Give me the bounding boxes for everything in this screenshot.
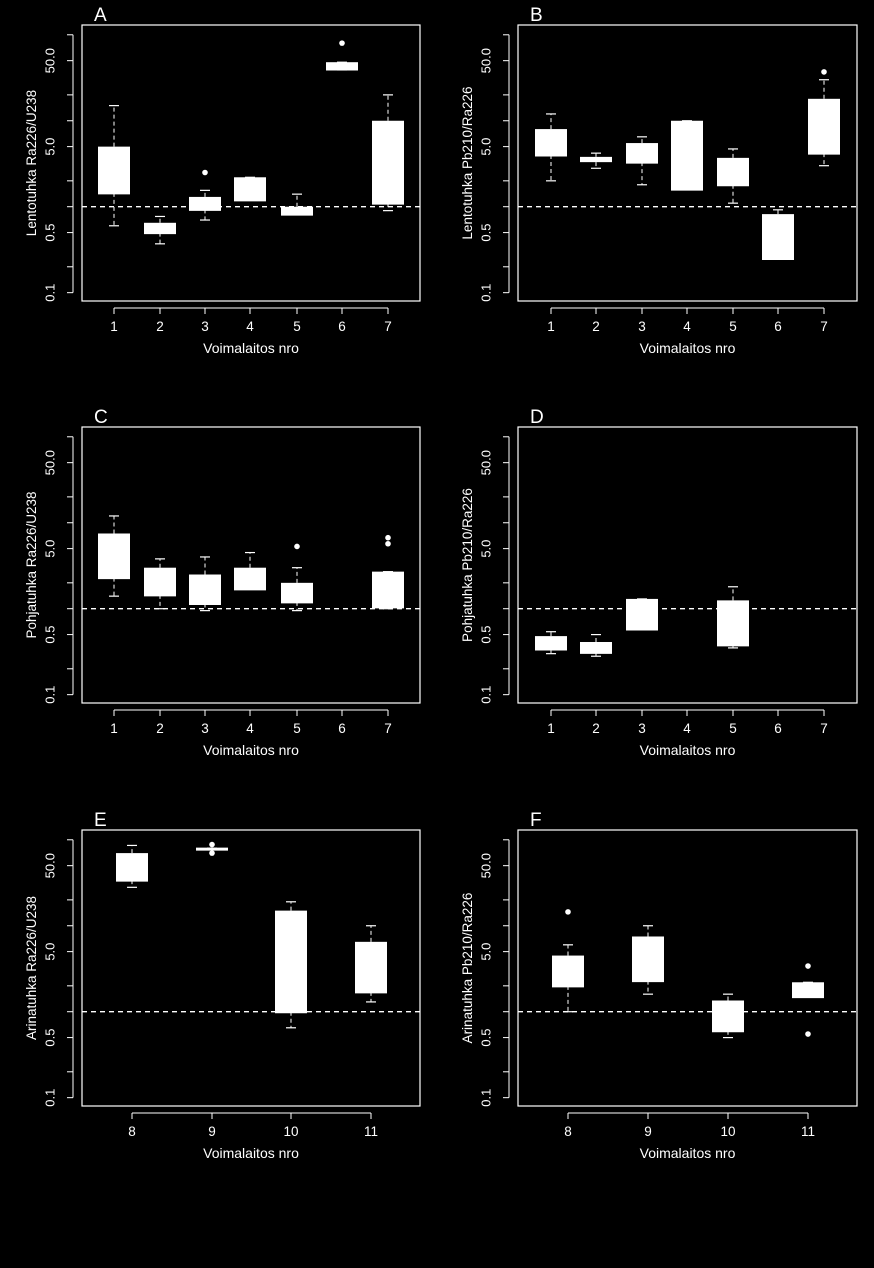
box-7 — [372, 95, 404, 211]
y-tick-label: 5.0 — [42, 942, 58, 961]
box-4 — [671, 121, 703, 189]
box-body — [808, 99, 840, 153]
panel-label: C — [94, 407, 108, 428]
box-body — [144, 568, 176, 595]
x-tick-label: 10 — [720, 1124, 736, 1139]
x-tick-label: 3 — [638, 721, 646, 736]
box-body — [372, 572, 404, 607]
outlier-point — [805, 1031, 811, 1037]
box-2 — [144, 559, 176, 609]
x-tick-label: 7 — [384, 721, 392, 736]
y-tick-label: 0.5 — [478, 625, 494, 644]
y-axis — [42, 35, 73, 302]
box-5 — [281, 544, 313, 611]
panel-A — [24, 5, 420, 356]
outlier-point — [385, 535, 391, 541]
box-body — [372, 121, 404, 203]
box-3 — [626, 599, 658, 629]
panel-label: A — [94, 5, 107, 26]
x-tick-label: 6 — [774, 319, 782, 334]
box-body — [98, 147, 130, 193]
box-7 — [372, 535, 404, 609]
x-tick-label: 11 — [363, 1124, 379, 1139]
box-body — [626, 599, 658, 629]
outlier-point — [821, 69, 827, 75]
y-tick-label: 50.0 — [478, 48, 494, 74]
box-body — [717, 600, 749, 644]
box-3 — [189, 557, 221, 611]
x-tick-label: 3 — [638, 319, 646, 334]
box-5 — [717, 587, 749, 648]
box-body — [535, 636, 567, 649]
x-tick-label: 5 — [293, 319, 301, 334]
x-tick-label: 6 — [338, 319, 346, 334]
box-body — [717, 158, 749, 185]
y-tick-label: 0.1 — [42, 1088, 58, 1107]
y-axis — [478, 840, 509, 1107]
y-axis-title: Arinatuhka Pb210/Ra226 — [460, 892, 475, 1044]
x-axis-title: Voimalaitos nro — [639, 1145, 736, 1161]
x-tick-label: 1 — [547, 721, 555, 736]
box-body — [98, 533, 130, 577]
x-tick-label: 8 — [564, 1124, 572, 1139]
box-body — [234, 177, 266, 200]
box-4 — [234, 177, 266, 200]
x-tick-label: 2 — [592, 319, 600, 334]
x-axis — [564, 1113, 815, 1139]
outlier-point — [385, 541, 391, 547]
box-4 — [234, 553, 266, 589]
plot-frame — [518, 427, 857, 703]
box-body — [281, 583, 313, 602]
box-1 — [98, 106, 130, 226]
x-axis — [110, 710, 392, 736]
y-tick-label: 5.0 — [478, 942, 494, 961]
x-tick-label: 1 — [547, 319, 555, 334]
y-axis — [478, 35, 509, 302]
plot-frame — [82, 427, 420, 703]
panel-label: B — [530, 5, 543, 26]
box-body — [671, 121, 703, 189]
y-tick-label: 50.0 — [478, 450, 494, 476]
y-tick-label: 50.0 — [42, 48, 58, 74]
x-axis — [128, 1113, 378, 1139]
x-axis — [547, 710, 828, 736]
y-axis — [478, 437, 509, 704]
box-body — [712, 1001, 744, 1031]
outlier-point — [294, 544, 300, 550]
x-axis-title: Voimalaitos nro — [639, 340, 736, 356]
x-tick-label: 7 — [820, 721, 828, 736]
outlier-point — [202, 170, 208, 176]
outlier-point — [209, 850, 215, 856]
panel-C — [24, 407, 420, 758]
y-tick-label: 0.5 — [42, 223, 58, 242]
box-1 — [535, 114, 567, 181]
box-body — [234, 568, 266, 589]
x-tick-label: 6 — [338, 721, 346, 736]
y-tick-label: 50.0 — [478, 853, 494, 879]
box-5 — [717, 149, 749, 203]
outlier-point — [565, 909, 571, 915]
panel-B — [460, 5, 857, 356]
x-axis-title: Voimalaitos nro — [203, 1145, 299, 1161]
x-tick-label: 3 — [201, 319, 209, 334]
x-tick-label: 1 — [110, 319, 118, 334]
box-6 — [326, 40, 358, 70]
box-11 — [355, 926, 387, 1002]
y-tick-label: 0.5 — [42, 1028, 58, 1047]
x-tick-label: 2 — [592, 721, 600, 736]
x-tick-label: 1 — [110, 721, 118, 736]
box-2 — [144, 216, 176, 243]
box-2 — [580, 153, 612, 168]
y-tick-label: 0.1 — [478, 1088, 494, 1107]
y-tick-label: 0.5 — [478, 223, 494, 242]
box-8 — [116, 845, 148, 887]
x-tick-label: 2 — [156, 721, 164, 736]
y-tick-label: 50.0 — [42, 853, 58, 879]
box-body — [275, 911, 307, 1012]
x-tick-label: 7 — [384, 319, 392, 334]
box-body — [189, 197, 221, 210]
x-tick-label: 9 — [208, 1124, 216, 1139]
x-tick-label: 4 — [683, 319, 691, 334]
y-tick-label: 0.1 — [42, 685, 58, 704]
box-2 — [580, 635, 612, 657]
x-tick-label: 7 — [820, 319, 828, 334]
x-tick-label: 9 — [644, 1124, 652, 1139]
x-tick-label: 2 — [156, 319, 164, 334]
y-axis-title: Lentotuhka Ra226/U238 — [24, 89, 39, 237]
x-tick-label: 11 — [800, 1124, 816, 1139]
y-tick-label: 0.5 — [42, 625, 58, 644]
box-body — [116, 853, 148, 880]
box-body — [189, 575, 221, 604]
box-body — [355, 942, 387, 992]
y-tick-label: 50.0 — [42, 450, 58, 476]
box-body — [535, 129, 567, 155]
outlier-point — [209, 842, 215, 848]
panel-E — [24, 810, 420, 1161]
y-axis — [42, 840, 73, 1107]
y-tick-label: 5.0 — [42, 539, 58, 558]
x-axis — [547, 308, 828, 334]
y-axis-title: Pohjatuhka Pb210/Ra226 — [460, 488, 475, 642]
box-10 — [275, 902, 307, 1028]
box-body — [762, 214, 794, 258]
y-tick-label: 0.1 — [42, 283, 58, 302]
y-tick-label: 5.0 — [478, 539, 494, 558]
panel-F — [460, 810, 857, 1161]
x-axis-title: Voimalaitos nro — [639, 742, 736, 758]
x-tick-label: 10 — [283, 1124, 299, 1139]
x-tick-label: 8 — [128, 1124, 136, 1139]
y-axis-title: Lentotuhka Pb210/Ra226 — [460, 86, 475, 240]
box-8 — [552, 909, 584, 1012]
box-5 — [281, 194, 313, 214]
x-tick-label: 5 — [729, 319, 737, 334]
y-axis-title: Arinatuhka Ra226/U238 — [24, 895, 39, 1041]
x-tick-label: 6 — [774, 721, 782, 736]
box-3 — [189, 170, 221, 220]
y-tick-label: 0.5 — [478, 1028, 494, 1047]
box-11 — [792, 963, 824, 1037]
y-tick-label: 0.1 — [478, 283, 494, 302]
panel-label: D — [530, 407, 544, 428]
box-body — [632, 936, 664, 980]
x-tick-label: 4 — [246, 319, 254, 334]
box-body — [552, 956, 584, 986]
panel-D — [460, 407, 857, 758]
box-6 — [762, 210, 794, 259]
box-3 — [626, 137, 658, 185]
box-1 — [535, 632, 567, 654]
x-axis-title: Voimalaitos nro — [203, 340, 299, 356]
y-tick-label: 0.1 — [478, 685, 494, 704]
box-body — [626, 143, 658, 162]
outlier-point — [805, 963, 811, 969]
y-tick-label: 5.0 — [478, 137, 494, 156]
plot-frame — [82, 25, 420, 301]
box-body — [580, 642, 612, 652]
y-axis-title: Pohjatuhka Ra226/U238 — [24, 491, 39, 639]
x-tick-label: 4 — [683, 721, 691, 736]
box-7 — [808, 69, 840, 166]
y-tick-label: 5.0 — [42, 137, 58, 156]
panel-label: E — [94, 810, 107, 831]
y-axis — [42, 437, 73, 704]
x-tick-label: 3 — [201, 721, 209, 736]
x-axis — [110, 308, 392, 334]
outlier-point — [339, 40, 345, 46]
box-body — [792, 982, 824, 996]
panel-label: F — [530, 810, 542, 831]
box-9 — [196, 842, 228, 856]
x-tick-label: 5 — [729, 721, 737, 736]
box-10 — [712, 994, 744, 1037]
box-1 — [98, 516, 130, 596]
x-axis-title: Voimalaitos nro — [203, 742, 299, 758]
box-9 — [632, 926, 664, 994]
x-tick-label: 4 — [246, 721, 254, 736]
x-tick-label: 5 — [293, 721, 301, 736]
